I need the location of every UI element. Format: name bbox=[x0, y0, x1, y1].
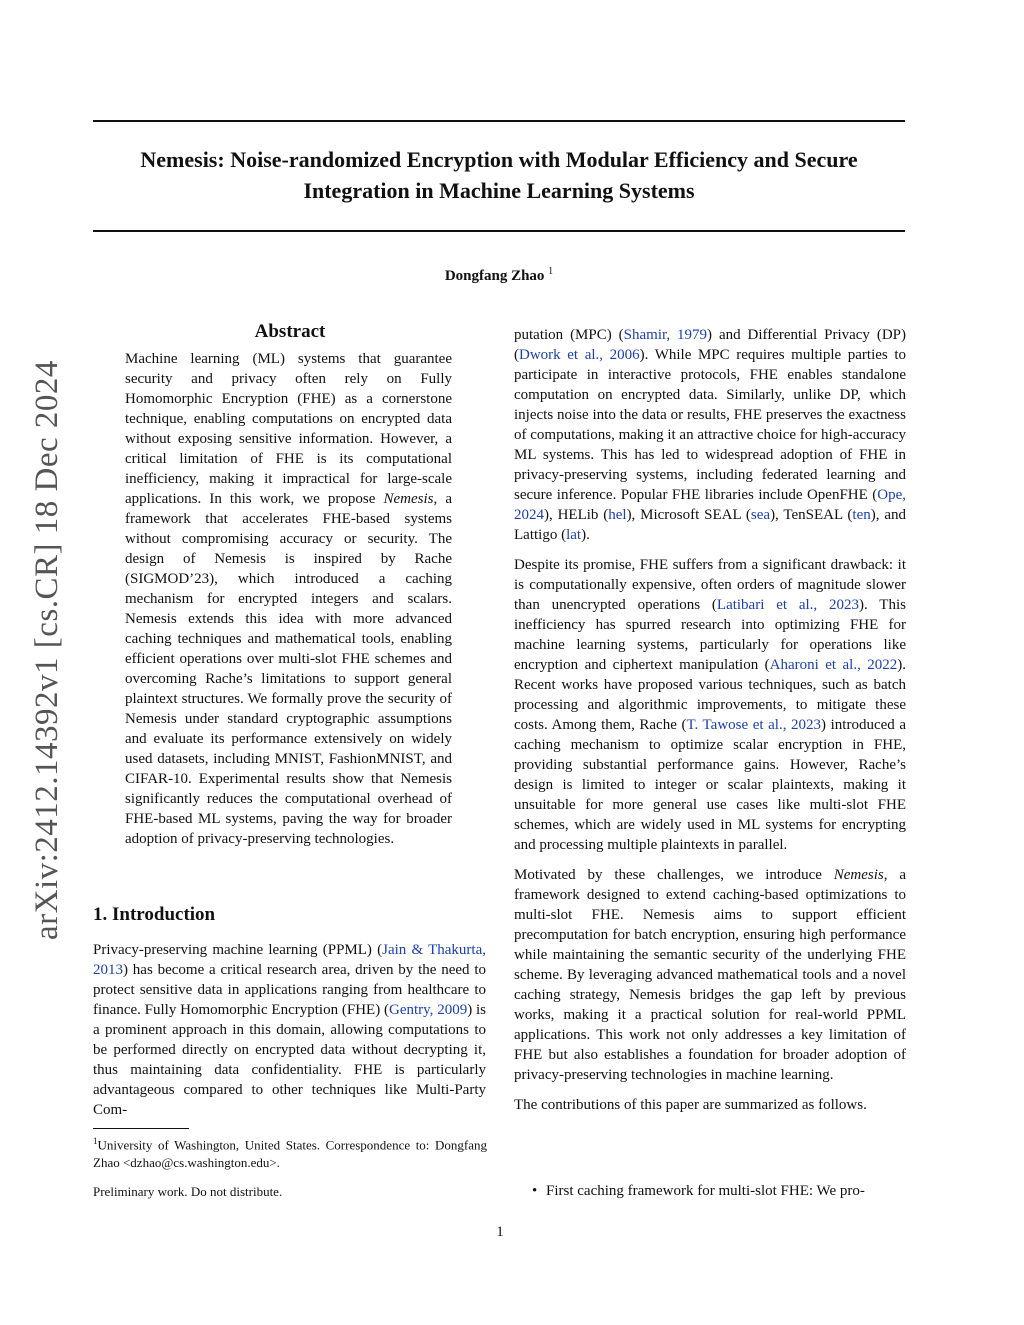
citation-link[interactable]: Ope, 2024 bbox=[514, 487, 906, 523]
citation-link[interactable]: lat bbox=[566, 527, 582, 543]
section-heading-introduction: 1. Introduction bbox=[93, 904, 216, 925]
paragraph-text: ), and Lattigo ( bbox=[514, 507, 906, 543]
paragraph-text: ) has become a critical research area, driven by the need to protect sensitive data in applications ranging from healthcare to finance. Fully Homomorphic Encryption (FHE) ( bbox=[93, 962, 486, 1018]
paragraph-text: ) and Differential Privacy (DP) ( bbox=[514, 327, 906, 363]
paragraph-text: ). Recent works have proposed various techniques, such as batch processing and algorithmic improvements, to mitigate these costs. Among them, Rache ( bbox=[514, 657, 907, 733]
paragraph-text: ). While MPC requires multiple parties to participate in interactive protocols, FHE enables standalone computation on encrypted data. Similarly, unlike DP, which injects noise into the data or results, FHE preserves the exactness of computations, making it an attractive choice for high-accuracy ML systems. This has led to widespread adoption of FHE in privacy-preserving systems, including federated learning and secure inference. Popular FHE libraries include OpenFHE ( bbox=[514, 347, 907, 503]
footnote bbox=[93, 1132, 487, 1172]
citation-link[interactable]: hel bbox=[608, 507, 627, 523]
citation-link[interactable]: Aharoni et al., 2022 bbox=[769, 657, 898, 673]
title-bottom-rule bbox=[93, 230, 905, 232]
paragraph-text: ), Microsoft SEAL ( bbox=[626, 507, 751, 523]
paragraph-text: Despite its promise, FHE suffers from a significant drawback: it is computationally expensive, often orders of magnitude slower than unencrypted operations ( bbox=[514, 557, 906, 613]
footnote-marker: 1 bbox=[93, 1136, 98, 1146]
right-column bbox=[514, 325, 906, 1115]
paragraph-text: , a framework designed to extend caching-based optimizations to multi-slot FHE. Nemesis aims to support efficient precomputation for batch encryption, ensuring high performance while maintaining the semantic security of the underlying FHE scheme. By leveraging advanced mathematical tools and a novel caching strategy, Nemesis bridges the gap left by previous works, making it a practical solution for real-world PPML applications. This work not only addresses a key limitation of FHE but also establishes a foundation for broader adoption of privacy-preserving technologies in machine learning. bbox=[514, 867, 906, 1083]
bullet-text: First caching framework for multi-slot FHE: We pro- bbox=[546, 1183, 865, 1199]
footnote-rule bbox=[93, 1128, 189, 1129]
paragraph bbox=[514, 555, 906, 855]
paragraph-text: putation (MPC) ( bbox=[514, 327, 624, 343]
paragraph-text: ), TenSEAL ( bbox=[770, 507, 853, 523]
arxiv-watermark: arXiv:2412.14392v1 [cs.CR] 18 Dec 2024 bbox=[29, 360, 65, 940]
introduction-paragraph bbox=[93, 940, 486, 1120]
paragraph-emphasis: Nemesis bbox=[833, 867, 884, 883]
author-affiliation-marker: 1 bbox=[548, 266, 554, 277]
top-rule bbox=[93, 120, 905, 122]
preliminary-notice: Preliminary work. Do not distribute. bbox=[93, 1184, 283, 1199]
bullet-marker: • bbox=[532, 1183, 538, 1199]
paragraph-text: ), HELib ( bbox=[544, 507, 609, 523]
citation-link[interactable]: ten bbox=[852, 507, 871, 523]
paper-title: Nemesis: Noise-randomized Encryption with Modular Efficiency and Secure Integration in Machine Learning Systems bbox=[140, 147, 858, 203]
paragraph: The contributions of this paper are summarized as follows. bbox=[514, 1097, 867, 1113]
abstract-emphasis: Nemesis bbox=[383, 491, 434, 507]
paragraph-text: Privacy-preserving machine learning (PPML) ( bbox=[93, 942, 383, 958]
contribution-bullet bbox=[532, 1183, 865, 1200]
paragraph-text: Motivated by these challenges, we introduce bbox=[514, 867, 834, 883]
paragraph-text: ) is a prominent approach in this domain, allowing computations to be performed directly on encrypted data without decrypting it, thus maintaining data confidentiality. FHE is particularly advantageous compared to other techniques like Multi-Party Com- bbox=[93, 1002, 487, 1118]
paragraph bbox=[514, 865, 906, 1085]
paragraph-text: ). This inefficiency has spurred research into optimizing FHE for machine learning systems, particularly for operations like encryption and ciphertext manipulation ( bbox=[514, 597, 906, 673]
paragraph-text: ). bbox=[581, 527, 590, 543]
citation-link[interactable]: Latibari et al., 2023 bbox=[716, 597, 859, 613]
abstract-text-part: Machine learning (ML) systems that guarantee security and privacy often rely on Fully Homomorphic Encryption (FHE) as a cornerstone technique, enabling computations on encrypted data without exposing sensitive information. However, a critical limitation of FHE is its computational inefficiency, making it impractical for large-scale applications. In this work, we propose bbox=[125, 351, 452, 507]
paragraph bbox=[514, 325, 906, 545]
author-line bbox=[93, 266, 905, 285]
abstract-text bbox=[125, 349, 452, 849]
page-number: 1 bbox=[496, 1224, 504, 1240]
abstract-heading: Abstract bbox=[254, 321, 326, 342]
citation-link[interactable]: Gentry, 2009 bbox=[388, 1002, 468, 1018]
footnote-text: University of Washington, United States. Correspondence to: Dongfang Zhao <dzhao@cs.washington.edu>. bbox=[93, 1137, 487, 1171]
author-name: Dongfang Zhao bbox=[444, 268, 545, 284]
citation-link[interactable]: Dwork et al., 2006 bbox=[519, 347, 640, 363]
abstract-text-part: , a framework that accelerates FHE-based systems without compromising accuracy or security. The design of Nemesis is inspired by Rache (SIGMOD’23), which introduced a caching mechanism for encrypted integers and scalars. Nemesis extends this idea with more advanced caching techniques and mathematical tools, enabling efficient operations over multi-slot FHE schemes and overcoming Rache’s limitations to support general plaintext structures. We formally prove the security of Nemesis under standard cryptographic assumptions and evaluate its performance extensively on widely used datasets, including MNIST, FashionMNIST, and CIFAR-10. Experimental results show that Nemesis significantly reduces the computational overhead of FHE-based ML systems, paving the way for broader adoption of privacy-preserving technologies. bbox=[125, 491, 452, 847]
paragraph-text: ) introduced a caching mechanism to optimize scalar encryption in FHE, providing substantial performance gains. However, Rache’s design is limited to integer or scalar plaintexts, making it unsuitable for more general use cases like multi-slot FHE schemes, which are widely used in ML systems for encrypting and processing multiple plaintexts in parallel. bbox=[514, 717, 906, 853]
citation-link[interactable]: Shamir, 1979 bbox=[623, 327, 708, 343]
citation-link[interactable]: sea bbox=[750, 507, 771, 523]
citation-link[interactable]: T. Tawose et al., 2023 bbox=[686, 717, 822, 733]
citation-link[interactable]: Jain & Thakurta, 2013 bbox=[93, 942, 487, 978]
